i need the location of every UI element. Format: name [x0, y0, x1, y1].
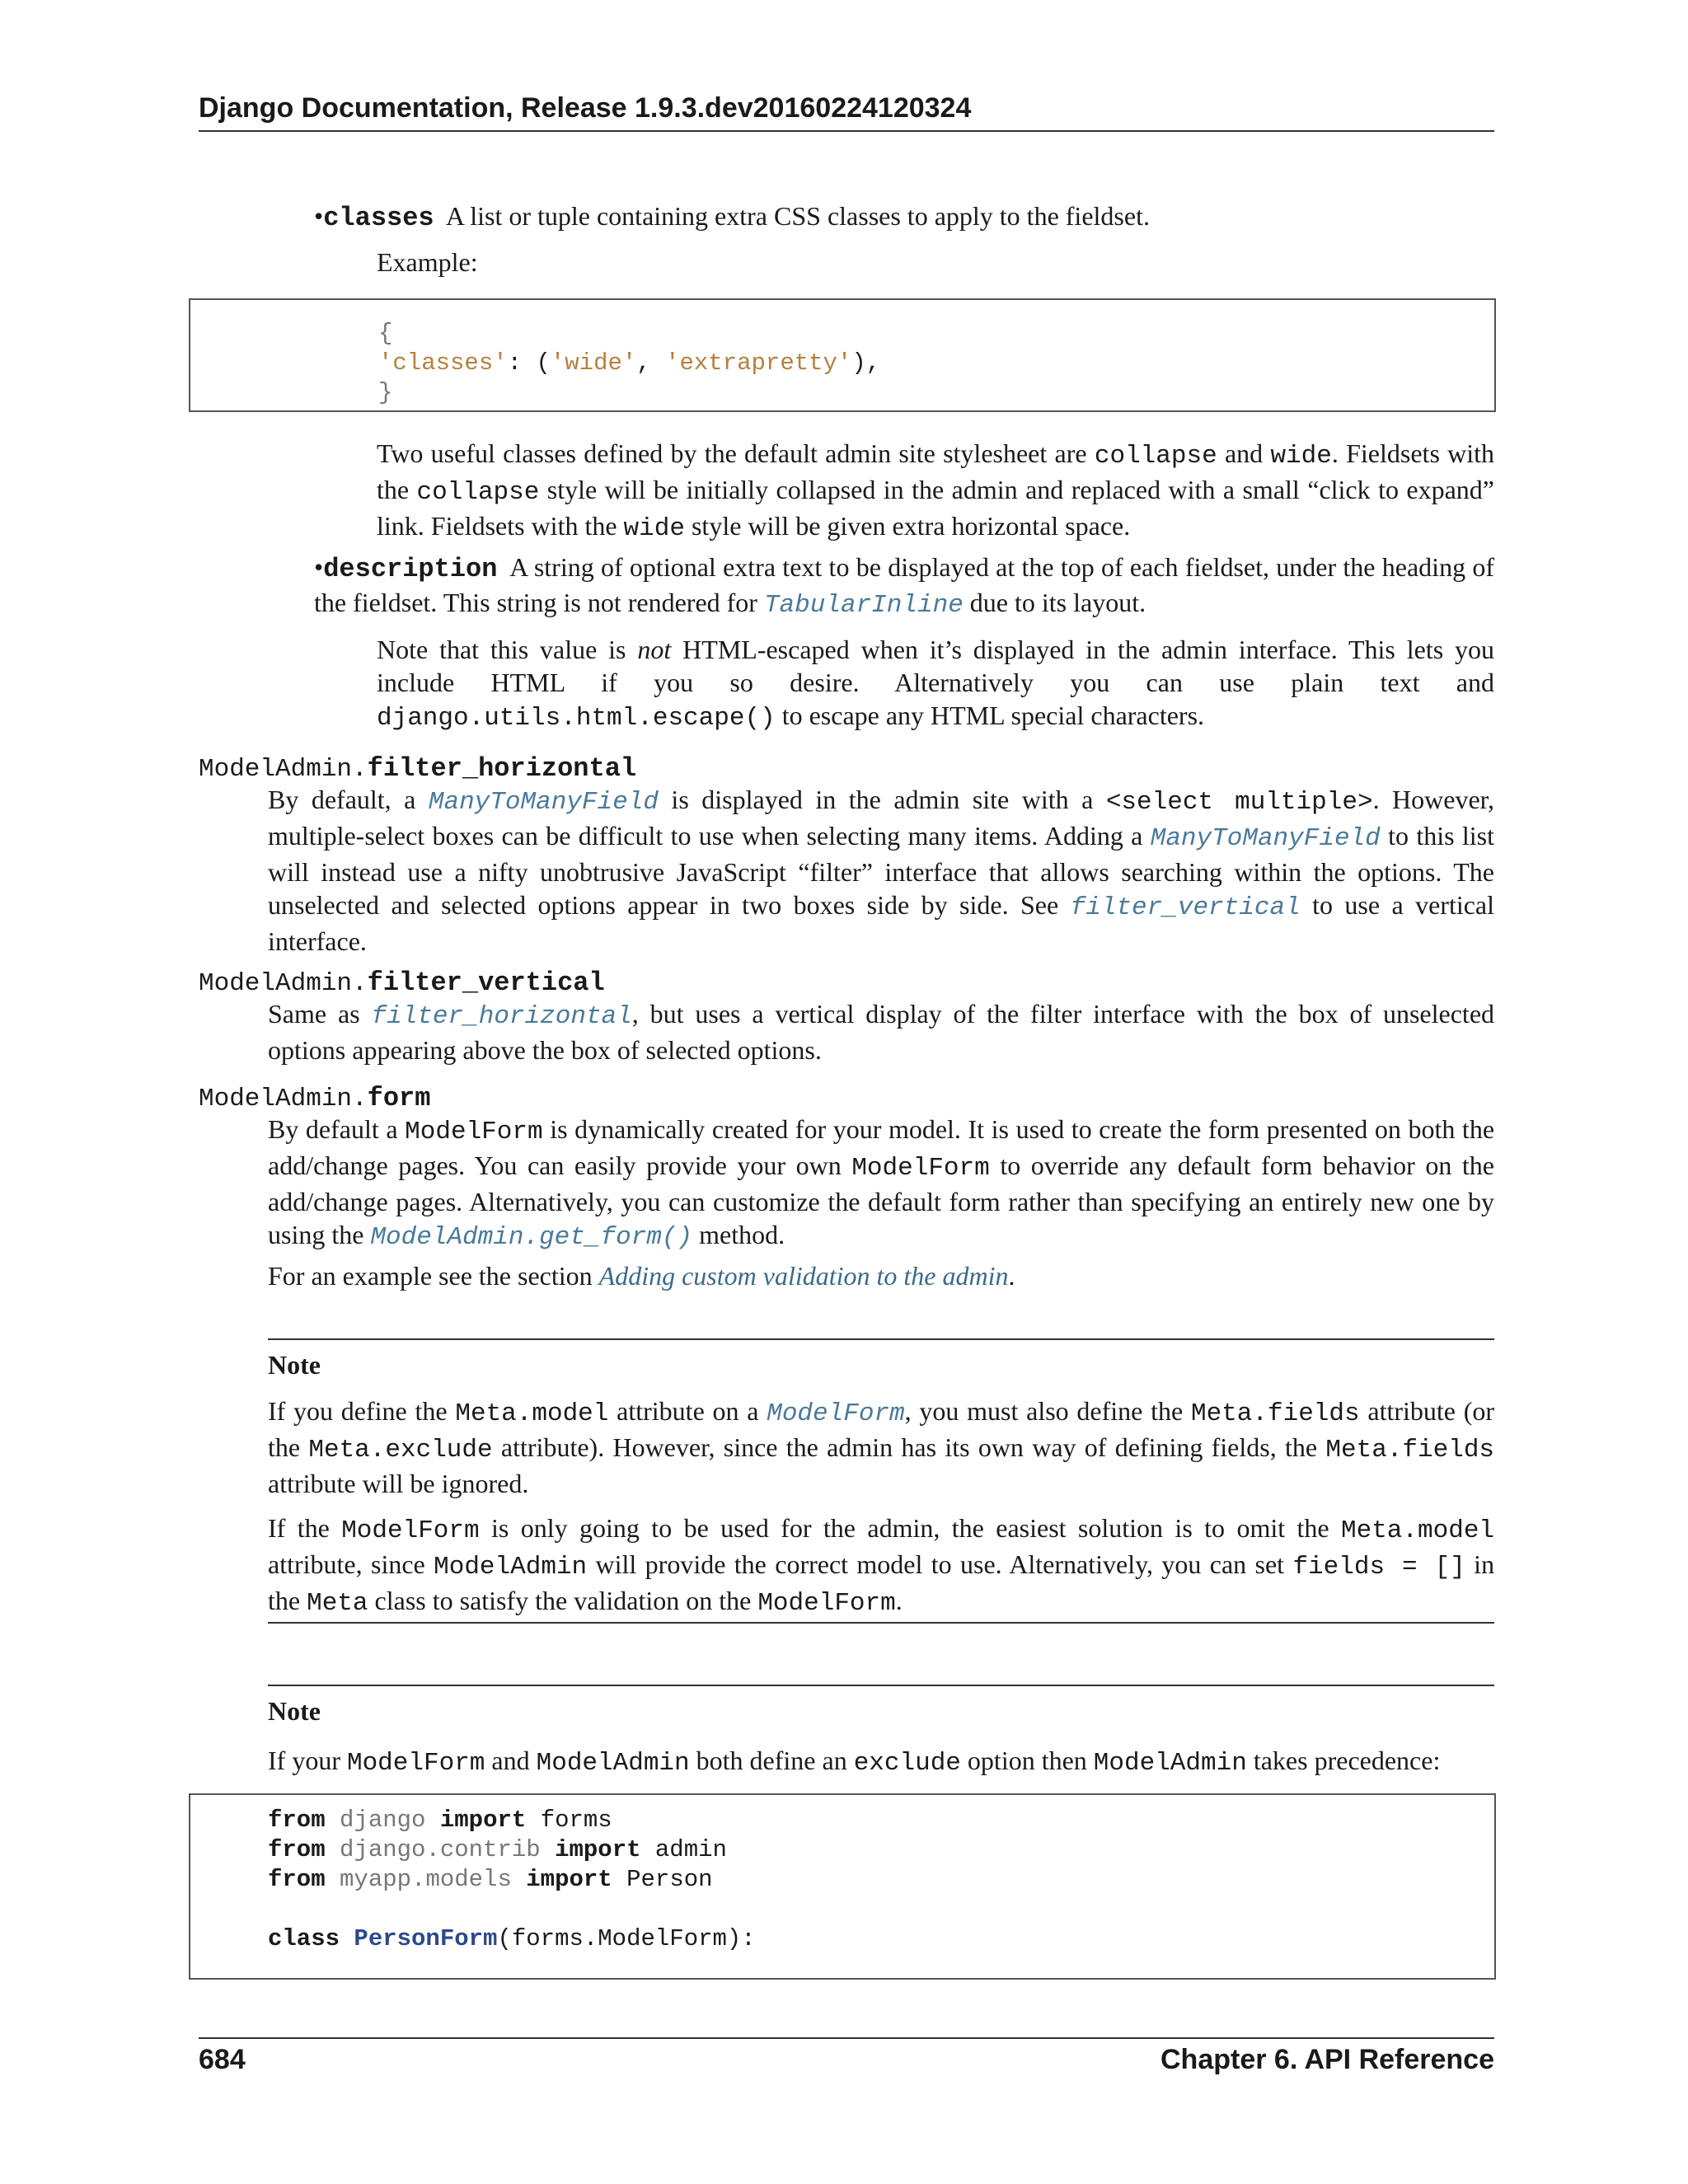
kw-import: import — [526, 1866, 612, 1893]
filter-horizontal-signature — [199, 752, 636, 784]
text: and — [491, 1746, 530, 1775]
code: ModelAdmin — [434, 1553, 588, 1582]
form-signature — [199, 1081, 430, 1113]
header-rule — [199, 130, 1494, 132]
kw-from: from — [268, 1836, 326, 1863]
code-brace-open: { — [378, 320, 393, 347]
code-wide: wide — [1270, 442, 1332, 471]
import-name: admin — [654, 1836, 727, 1863]
chapter-title: Chapter 6. API Reference — [1160, 2044, 1494, 2075]
get-form-link[interactable]: ModelAdmin.get_form() — [370, 1223, 693, 1252]
page-number: 684 — [199, 2044, 246, 2075]
note2-para — [268, 1744, 1494, 1780]
emphasis: not — [637, 635, 672, 664]
text: attribute (or the — [268, 1396, 1495, 1462]
note1-para1 — [268, 1394, 1494, 1500]
module: myapp.models — [340, 1866, 512, 1893]
import-name: forms — [540, 1807, 612, 1834]
footer-rule — [199, 2037, 1494, 2039]
import-name: Person — [626, 1866, 713, 1893]
text: Same as — [268, 999, 360, 1029]
code-colon: : ( — [507, 349, 551, 377]
classes-desc: A list or tuple containing extra CSS classes to apply to the fieldset. — [445, 201, 1150, 231]
text: to use a vertical interface. — [268, 890, 1495, 956]
text: . — [1008, 1261, 1015, 1291]
note-title: Note — [268, 1696, 321, 1726]
text: For an example see the section — [268, 1261, 593, 1291]
code-escape: django.utils.html.escape() — [377, 704, 776, 733]
kw-from: from — [268, 1866, 326, 1893]
text: option then — [967, 1746, 1087, 1775]
text: is only going to be used for the admin, the easiest solution is to omit the — [491, 1513, 1329, 1543]
text: style will be given extra horizontal space. — [691, 511, 1131, 541]
manytomanyfield-link[interactable]: ManyToManyField — [428, 788, 659, 817]
code: fields = [] — [1292, 1553, 1465, 1582]
code-wide: wide — [623, 514, 685, 543]
text: By default a — [268, 1114, 398, 1144]
code-collapse: collapse — [1094, 442, 1217, 471]
tabularinline-link[interactable]: TabularInline — [763, 591, 964, 620]
text: . Fieldsets with the — [377, 438, 1495, 504]
code: exclude — [853, 1749, 961, 1778]
code-class-line — [268, 1925, 756, 1952]
text: If you define the — [268, 1396, 448, 1426]
form-example — [268, 1261, 1015, 1291]
code: Meta.exclude — [308, 1436, 493, 1465]
kw-from: from — [268, 1807, 326, 1834]
code-select-multiple: <select multiple> — [1105, 788, 1373, 817]
note-top-rule — [268, 1685, 1494, 1686]
code: ModelForm — [346, 1749, 485, 1778]
text: . — [895, 1586, 903, 1615]
sig-name: filter_vertical — [367, 968, 605, 998]
code: ModelForm — [341, 1516, 480, 1545]
classes-item — [314, 199, 1494, 235]
example-label: Example: — [377, 247, 478, 277]
code-import-line — [268, 1807, 612, 1834]
text: Two useful classes defined by the default admin site stylesheet are — [377, 438, 1087, 468]
text: style will be initially collapsed in the admin and replaced with a small “click to expand” link. Fieldsets with the — [377, 475, 1495, 541]
description-item — [314, 551, 1494, 622]
text: due to its layout. — [969, 588, 1146, 617]
code-brace-close: } — [378, 379, 393, 406]
code: Meta.model — [455, 1399, 609, 1428]
class-base: (forms.ModelForm): — [497, 1925, 756, 1952]
text: takes precedence: — [1253, 1746, 1441, 1775]
text: Note that this value is — [377, 635, 626, 664]
code: ModelAdmin — [536, 1749, 690, 1778]
filter-horizontal-desc — [268, 783, 1494, 958]
code-import-line — [268, 1866, 713, 1893]
text: in the — [268, 1549, 1495, 1615]
code-modelform: ModelForm — [851, 1154, 990, 1183]
code-classes-line — [378, 349, 880, 377]
code-block-classes — [189, 298, 1496, 412]
sig-prefix: ModelAdmin. — [199, 1085, 368, 1113]
code-v2: 'extrapretty' — [665, 349, 852, 377]
sig-name: form — [367, 1083, 431, 1113]
custom-validation-link[interactable]: Adding custom validation to the admin — [598, 1261, 1009, 1291]
manytomanyfield-link[interactable]: ManyToManyField — [1150, 824, 1381, 853]
filter-horizontal-link[interactable]: filter_horizontal — [371, 1002, 632, 1031]
text: to override any default form behavior on the add/change pages. Alternatively, you can customize the default form rather than specifying an entirely new one by using the — [268, 1151, 1495, 1249]
code-close-tuple: ), — [851, 349, 881, 377]
modelform-link[interactable]: ModelForm — [767, 1399, 905, 1428]
note1-para2 — [268, 1511, 1494, 1620]
text: attribute, since — [268, 1549, 425, 1579]
kw-class: class — [268, 1925, 340, 1952]
sig-prefix: ModelAdmin. — [199, 969, 368, 998]
text: is displayed in the admin site with a — [671, 785, 1094, 814]
code: Meta.fields — [1325, 1436, 1495, 1465]
classes-explanation — [377, 437, 1494, 546]
code-modelform: ModelForm — [405, 1118, 543, 1146]
text: attribute will be ignored. — [268, 1469, 529, 1498]
bullet: • — [314, 201, 324, 231]
text: both define an — [696, 1746, 847, 1775]
filter-vertical-signature — [199, 966, 605, 998]
form-desc — [268, 1113, 1494, 1254]
running-header: Django Documentation, Release 1.9.3.dev20160224120324 — [199, 92, 972, 124]
text: is dynamically created for your model. It is used to create the form presented on both the add/change pages. You can easily provide your own — [268, 1114, 1495, 1180]
text: method. — [699, 1220, 785, 1249]
note-top-rule — [268, 1338, 1494, 1340]
text: will provide the correct model to use. Alternatively, you can set — [595, 1549, 1285, 1579]
text: , you must also define the — [904, 1396, 1184, 1426]
text: to this list will instead use a nifty unobtrusive JavaScript “filter” interface that allows searching within the options. The unselected and selected options appear in two boxes side by side. See — [268, 821, 1495, 920]
filter-vertical-link[interactable]: filter_vertical — [1070, 893, 1301, 922]
code-import-line — [268, 1836, 727, 1863]
code-key: 'classes' — [378, 349, 508, 377]
code: Meta.fields — [1190, 1399, 1360, 1428]
text: By default, a — [268, 785, 416, 814]
text: If your — [268, 1746, 340, 1775]
code: Meta.model — [1341, 1516, 1495, 1545]
module: django — [340, 1807, 426, 1834]
description-note — [377, 633, 1494, 735]
text: attribute on a — [617, 1396, 759, 1426]
text: If the — [268, 1513, 330, 1543]
text: to escape any HTML special characters. — [781, 701, 1205, 730]
code: ModelAdmin — [1093, 1749, 1247, 1778]
code-v1: 'wide' — [550, 349, 637, 377]
text: HTML-escaped when it’s displayed in the admin interface. This lets you include HTML if you so desire. Alternatively you can use plain text and — [377, 635, 1495, 697]
code: ModelForm — [757, 1589, 896, 1618]
text: . However, multiple-select boxes can be difficult to use when selecting many items. Adding a — [268, 785, 1495, 851]
class-name: PersonForm — [354, 1925, 498, 1952]
note-bottom-rule — [268, 1622, 1494, 1624]
kw-import: import — [555, 1836, 641, 1863]
code-collapse: collapse — [416, 478, 540, 507]
text: A string of optional extra text to be displayed at the top of each fieldset, under the heading of the fieldset. This string is not rendered for — [314, 552, 1495, 617]
filter-vertical-desc — [268, 997, 1494, 1066]
sig-prefix: ModelAdmin. — [199, 755, 368, 784]
bullet: • — [314, 552, 324, 582]
text: , but uses a vertical display of the filter interface with the box of unselected options appearing above the box of selected options. — [268, 999, 1495, 1065]
module: django.contrib — [340, 1836, 541, 1863]
description-term: description — [323, 554, 498, 584]
classes-term: classes — [323, 203, 434, 233]
code-block-person-form — [189, 1793, 1496, 1980]
code: Meta — [307, 1589, 368, 1618]
code-comma: , — [636, 349, 666, 377]
text: class to satisfy the validation on the — [374, 1586, 752, 1615]
text: attribute). However, since the admin has its own way of defining fields, the — [500, 1432, 1318, 1462]
sig-name: filter_horizontal — [367, 753, 637, 784]
text: and — [1224, 438, 1264, 468]
note-title: Note — [268, 1350, 321, 1380]
kw-import: import — [439, 1807, 527, 1834]
